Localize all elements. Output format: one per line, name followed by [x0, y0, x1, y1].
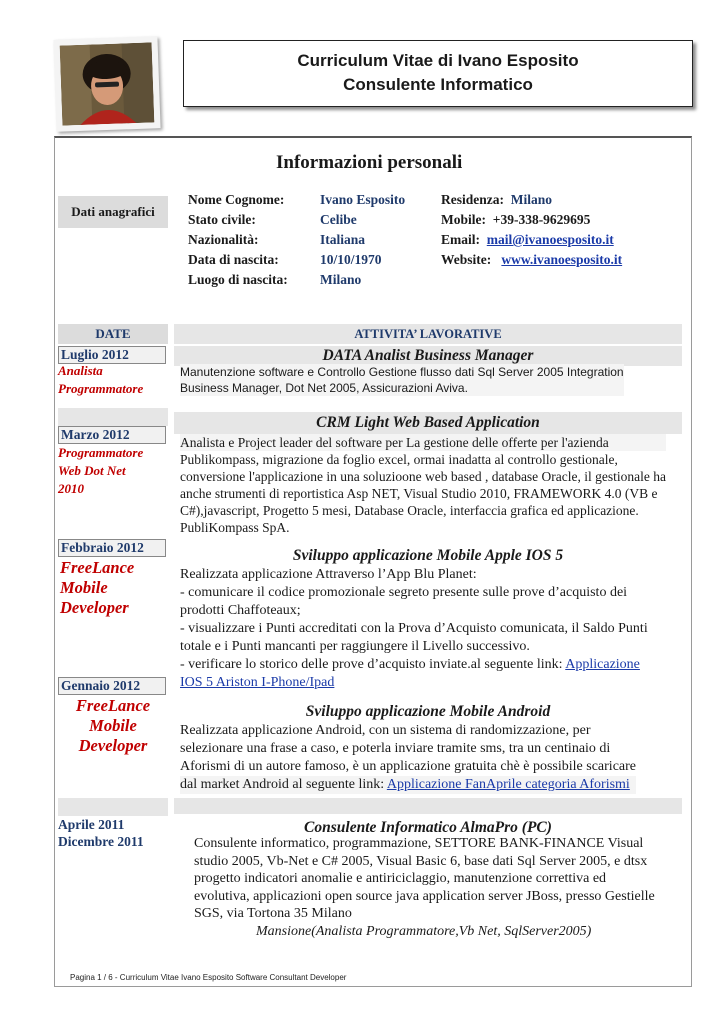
- job-title: Sviluppo applicazione Mobile Apple IOS 5: [292, 547, 564, 564]
- job-mansione: Mansione(Analista Programmatore,Vb Net, SqlServer2005): [256, 923, 592, 939]
- cv-title: Curriculum Vitae di Ivano Esposito: [297, 51, 579, 70]
- job-role: Analista Programmatore: [58, 363, 144, 396]
- job-description: Realizzata applicazione Attraverso l’App Blu Planet: - comunicare il codice promozionale segreto presente sulle prove d’acquisto dei prodotti Chaffoteaux; - visualizzare i Punti accreditati con la Prova d’Acquisto comunicata, il Saldo Punti totale e i Punti mancanti per raggiungere il Livello successivo. - verificare lo storico delle prove d’acquisto inviate.al seguente link: Applicazione IOS 5 Ariston I-Phone/Ipad: [180, 567, 648, 690]
- personal-fields-table: [188, 190, 405, 290]
- job-description: Realizzata applicazione Android, con un sistema di randomizzazione, per selezionare una frase a caso, e poterla inviare tramite sms, tra un centinaio di Aforismi di un autore famoso, è un applicazione gratuita chè è possibile scaricare dal market Android al seguente link: Applicazione FanAprile categoria Aforismi: [180, 723, 636, 792]
- personal-data-label: Dati anagrafici: [58, 196, 168, 228]
- contact-row: Mobile: +39-338-9629695: [441, 212, 591, 227]
- field-row: Luogo di nascita: Milano: [188, 272, 362, 287]
- field-row: Stato civile: Celibe: [188, 212, 357, 227]
- residence-value: Milano: [510, 192, 553, 207]
- job-title: CRM Light Web Based Application: [174, 412, 682, 434]
- cv-subtitle: Consulente Informatico: [343, 75, 533, 94]
- ios-app-link[interactable]: Applicazione: [565, 657, 640, 672]
- job-title: DATA Analist Business Manager: [174, 346, 682, 366]
- field-row: Nazionalità: Italiana: [188, 232, 366, 247]
- field-row: Nome Cognome: Ivano Esposito: [188, 190, 405, 210]
- job-date: Gennaio 2012: [58, 677, 166, 695]
- job-separator-band: [174, 798, 682, 814]
- job-date: Febbraio 2012: [58, 539, 166, 557]
- job-description: Manutenzione software e Controllo Gestione flusso dati Sql Server 2005 Integration Business Manager, Dot Net 2005, Assicurazioni Aviva.: [180, 365, 624, 395]
- website-link[interactable]: www.ivanoesposito.it: [501, 252, 623, 267]
- job-date: Marzo 2012: [58, 426, 166, 444]
- job-description: Consulente informatico, programmazione, SETTORE BANK-FINANCE Visual studio 2005, Vb-Net e C# 2005, Visual Basic 6, base dati Sql Server 2005, e dtsx progetto indicatori anomalie e antiriciclaggio, manutenzione correttiva ed evolutiva, applicazioni open source java application server JBoss, presso Gestielle SGS, via Tortona 35 Milano Mansione(Analista Programmatore,Vb Net, SqlServer2005): [194, 836, 655, 939]
- contact-row: Email: mail@ivanoesposito.it: [441, 232, 614, 247]
- mobile-value: +39-338-9629695: [492, 212, 591, 227]
- email-link[interactable]: mail@ivanoesposito.it: [486, 232, 614, 247]
- profile-photo: [60, 42, 155, 125]
- job-date-range: Aprile 2011 Dicembre 2011: [58, 817, 144, 849]
- date-column-header: DATE: [58, 324, 168, 344]
- contact-row: Residenza: Milano: [441, 192, 553, 207]
- activity-column-header: ATTIVITA’ LAVORATIVE: [174, 324, 682, 344]
- job-separator-band: [58, 408, 168, 426]
- name-value: Ivano Esposito: [320, 192, 406, 207]
- job-role: FreeLance Mobile Developer: [60, 558, 135, 617]
- job-role: FreeLance Mobile Developer: [75, 696, 151, 755]
- contact-row: Website: www.ivanoesposito.it: [441, 252, 623, 267]
- job-separator-band: [58, 798, 168, 816]
- android-app-link[interactable]: Applicazione FanAprile categoria Aforismi: [386, 777, 630, 792]
- personal-info-heading: Informazioni personali: [276, 152, 463, 173]
- job-date: Luglio 2012: [58, 346, 166, 364]
- cv-title-box: [183, 40, 693, 107]
- page-footer: Pagina 1 / 6 - Curriculum Vitae Ivano Esposito Software Consultant Developer: [70, 973, 347, 982]
- contact-fields-table: [441, 190, 622, 270]
- ios-app-link-continued[interactable]: IOS 5 Ariston I-Phone/Ipad: [180, 675, 335, 690]
- job-role: Programmatore Web Dot Net 2010: [58, 445, 144, 496]
- profile-photo-frame: [53, 36, 160, 132]
- job-title: Sviluppo applicazione Mobile Android: [305, 703, 551, 720]
- field-row: Data di nascita: 10/10/1970: [188, 252, 382, 267]
- job-title: Consulente Informatico AlmaPro (PC): [304, 819, 552, 836]
- job-description: Analista e Project leader del software per La gestione delle offerte per l'azienda Publikompass, migrazione da foglio excel, ormai inadatta al controllo gestionale, conversione l'applicazione in una soluzioone web based , database Oracle, il gestionale ha anche strumenti di reportistica Asp NET, Visual Studio 2010, FRAMEWORK 4.0 (VB e C#),javascript, Progetto 5 mesi, Database Oracle, interfaccia grafica ed applicazione. PubliKompass SpA.: [180, 435, 666, 535]
